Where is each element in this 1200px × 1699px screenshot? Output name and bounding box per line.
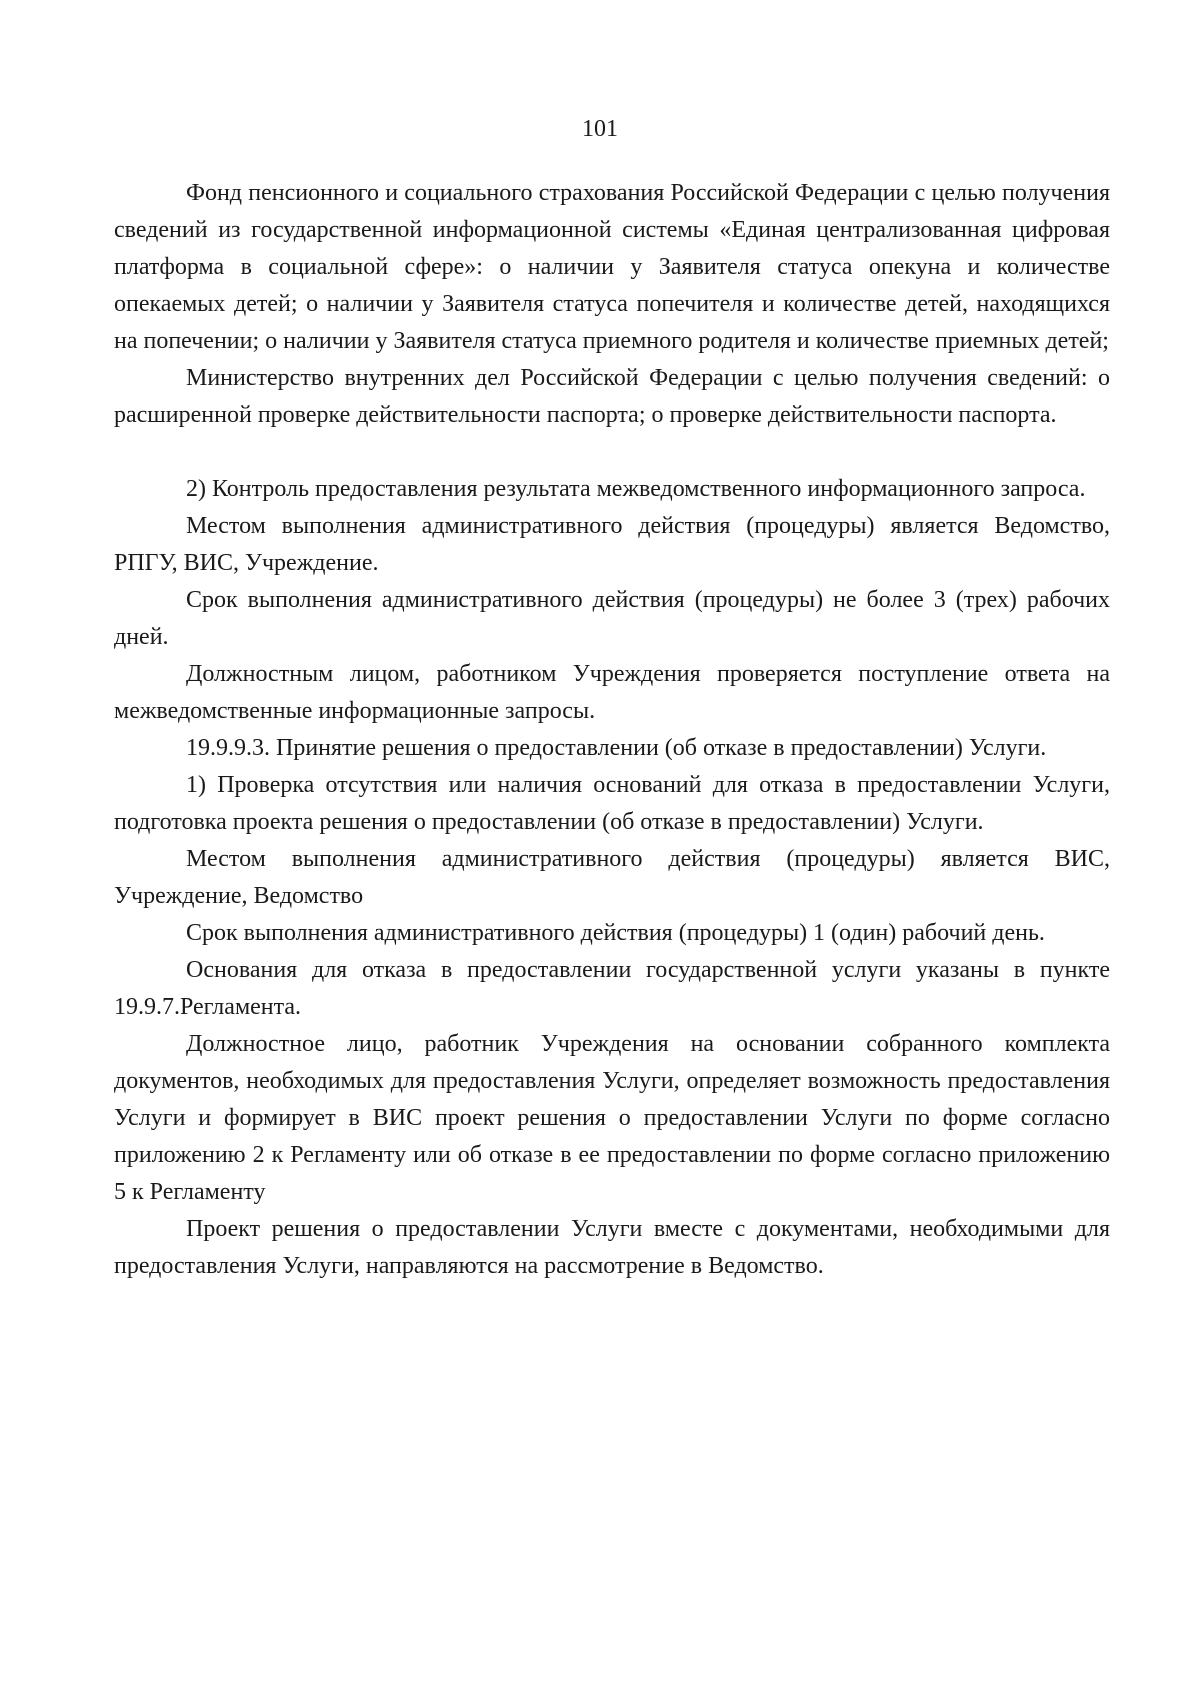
paragraph-spacer bbox=[114, 434, 1110, 471]
paragraph-deadline-1: Срок выполнения административного действия (процедуры) не более 3 (трех) рабочих дней. bbox=[114, 587, 1110, 650]
paragraph-place-of-action-2: Местом выполнения административного действия (процедуры) является ВИС, Учреждение, Ведомство bbox=[114, 846, 1110, 909]
paragraph-grounds-check: 1) Проверка отсутствия или наличия оснований для отказа в предоставлении Услуги, подготовка проекта решения о предоставлении (об отказе в предоставлении) Услуги. bbox=[114, 772, 1110, 835]
paragraph-refusal-grounds: Основания для отказа в предоставлении государственной услуги указаны в пункте 19.9.7.Регламента. bbox=[114, 957, 1110, 1020]
paragraph-deadline-2: Срок выполнения административного действия (процедуры) 1 (один) рабочий день. bbox=[186, 920, 1045, 946]
paragraph-response-check: Должностным лицом, работником Учреждения проверяется поступление ответа на межведомственные информационные запросы. bbox=[114, 661, 1110, 724]
page-number: 101 bbox=[582, 116, 618, 142]
paragraph-section-19-9-9-3: 19.9.9.3. Принятие решения о предоставлении (об отказе в предоставлении) Услуги. bbox=[186, 735, 1047, 761]
paragraph-pension-fund: Фонд пенсионного и социального страхования Российской Федерации с целью получения сведений из государственной информационной системы «Единая централизованная цифровая платформа в социальной сфере»: о наличии у Заявителя статуса опекуна и количестве опекаемых детей; о наличии у Заявителя статуса попечителя и количестве детей, находящихся на попечении; о наличии у Заявителя статуса приемного родителя и количестве приемных детей; bbox=[114, 180, 1110, 354]
paragraph-control-request: 2) Контроль предоставления результата межведомственного информационного запроса. bbox=[186, 476, 1086, 502]
paragraph-place-of-action-1: Местом выполнения административного действия (процедуры) является Ведомство, РПГУ, ВИС, Учреждение. bbox=[114, 513, 1110, 576]
paragraph-interior-ministry: Министерство внутренних дел Российской Федерации с целью получения сведений: о расширенной проверке действительности паспорта; о проверке действительности паспорта. bbox=[114, 365, 1110, 428]
paragraph-draft-submission: Проект решения о предоставлении Услуги вместе с документами, необходимыми для предоставления Услуги, направляются на рассмотрение в Ведомство. bbox=[114, 1216, 1110, 1279]
document-body bbox=[114, 175, 1110, 1285]
paragraph-draft-decision: Должностное лицо, работник Учреждения на основании собранного комплекта документов, необходимых для предоставления Услуги, определяет возможность предоставления Услуги и формирует в ВИС проект решения о предоставлении Услуги по форме согласно приложению 2 к Регламенту или об отказе в ее предоставлении по форме согласно приложению 5 к Регламенту bbox=[114, 1031, 1110, 1205]
